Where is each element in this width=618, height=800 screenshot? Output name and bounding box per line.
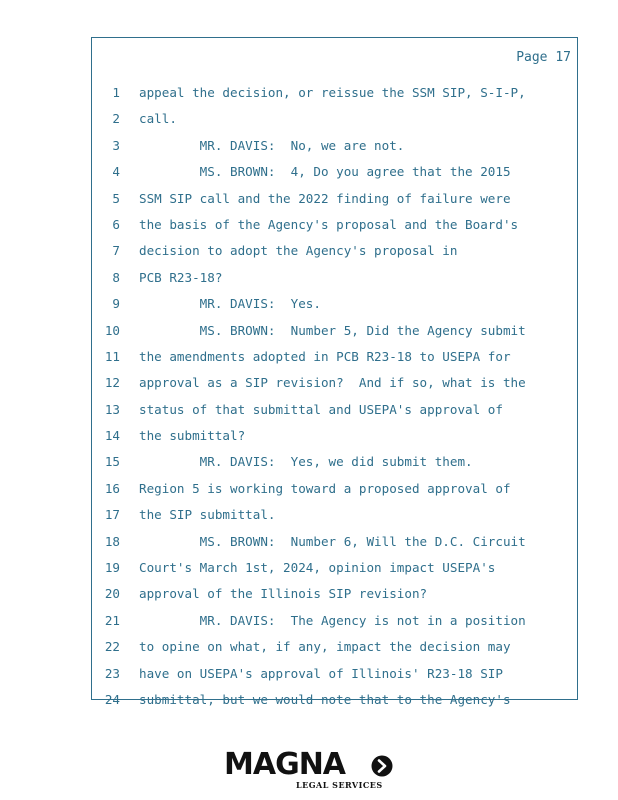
line-text: the SIP submittal.	[139, 507, 276, 523]
line-text: Court's March 1st, 2024, opinion impact USEPA's	[139, 560, 496, 576]
transcript-line	[92, 265, 577, 291]
transcript-line	[92, 608, 577, 634]
transcript-line	[92, 397, 577, 423]
line-number: 24	[104, 691, 120, 707]
line-number: 13	[104, 401, 120, 417]
line-number: 14	[104, 428, 120, 444]
line-text: decision to adopt the Agency's proposal in	[139, 243, 458, 259]
magna-logo	[224, 748, 396, 792]
transcript-line	[92, 344, 577, 370]
logo-tagline: LEGAL SERVICES	[296, 780, 383, 790]
line-number: 6	[112, 216, 120, 232]
line-text: Region 5 is working toward a proposed approval of	[139, 480, 511, 496]
transcript-page	[91, 37, 578, 707]
transcript-line	[92, 106, 577, 132]
transcript-line	[92, 133, 577, 159]
transcript-line	[92, 212, 577, 238]
line-number: 9	[112, 296, 120, 312]
line-number: 21	[104, 612, 120, 628]
line-number: 8	[112, 269, 120, 285]
line-number: 17	[104, 507, 120, 523]
line-number: 11	[104, 348, 120, 364]
transcript-line	[92, 687, 577, 713]
line-text: MR. DAVIS: No, we are not.	[139, 137, 405, 153]
transcript-line	[92, 238, 577, 264]
transcript-line	[92, 634, 577, 660]
line-number: 20	[104, 586, 120, 602]
line-number: 10	[104, 322, 120, 338]
line-number: 23	[104, 665, 120, 681]
transcript-line	[92, 291, 577, 317]
line-number: 7	[112, 243, 120, 259]
transcript-line	[92, 80, 577, 106]
transcript-lines	[92, 80, 577, 713]
line-text: MR. DAVIS: Yes, we did submit them.	[139, 454, 473, 470]
line-number: 19	[104, 560, 120, 576]
line-text: MR. DAVIS: The Agency is not in a position	[139, 612, 526, 628]
transcript-line	[92, 423, 577, 449]
line-number: 4	[112, 164, 120, 180]
line-text: status of that submittal and USEPA's approval of	[139, 401, 503, 417]
line-text: the amendments adopted in PCB R23-18 to USEPA for	[139, 348, 511, 364]
line-number: 16	[104, 480, 120, 496]
transcript-line	[92, 555, 577, 581]
logo-wordmark: MAGNA	[224, 747, 346, 782]
line-number: 1	[112, 85, 120, 100]
line-text: MS. BROWN: Number 5, Did the Agency submit	[139, 322, 526, 338]
line-number: 18	[104, 533, 120, 549]
transcript-line	[92, 502, 577, 528]
line-text: the submittal?	[139, 428, 246, 444]
line-number: 12	[104, 375, 120, 391]
transcript-line	[92, 449, 577, 475]
line-text: to opine on what, if any, impact the decision may	[139, 639, 511, 655]
line-text: appeal the decision, or reissue the SSM SIP, S-I-P,	[139, 85, 526, 100]
line-number: 3	[112, 137, 120, 153]
line-text: approval of the Illinois SIP revision?	[139, 586, 428, 602]
line-text: submittal, but we would note that to the Agency's	[139, 691, 511, 707]
transcript-line	[92, 318, 577, 344]
line-text: MS. BROWN: 4, Do you agree that the 2015	[139, 164, 511, 180]
line-number: 22	[104, 639, 120, 655]
transcript-line	[92, 529, 577, 555]
line-text: MR. DAVIS: Yes.	[139, 296, 321, 312]
line-text: MS. BROWN: Number 6, Will the D.C. Circuit	[139, 533, 526, 549]
line-text: the basis of the Agency's proposal and the Board's	[139, 216, 519, 232]
line-number: 2	[112, 111, 120, 127]
line-text: call.	[139, 111, 177, 127]
line-number: 15	[104, 454, 120, 470]
transcript-line	[92, 581, 577, 607]
line-text: approval as a SIP revision? And if so, what is the	[139, 375, 526, 391]
line-text: SSM SIP call and the 2022 finding of failure were	[139, 190, 511, 206]
transcript-line	[92, 186, 577, 212]
line-text: PCB R23-18?	[139, 269, 223, 285]
transcript-line	[92, 370, 577, 396]
line-number: 5	[112, 190, 120, 206]
transcript-line	[92, 476, 577, 502]
page-number: Page 17	[516, 50, 571, 65]
transcript-line	[92, 661, 577, 687]
line-text: have on USEPA's approval of Illinois' R23-18 SIP	[139, 665, 503, 681]
arrow-circle-icon	[371, 755, 393, 777]
transcript-line	[92, 159, 577, 185]
